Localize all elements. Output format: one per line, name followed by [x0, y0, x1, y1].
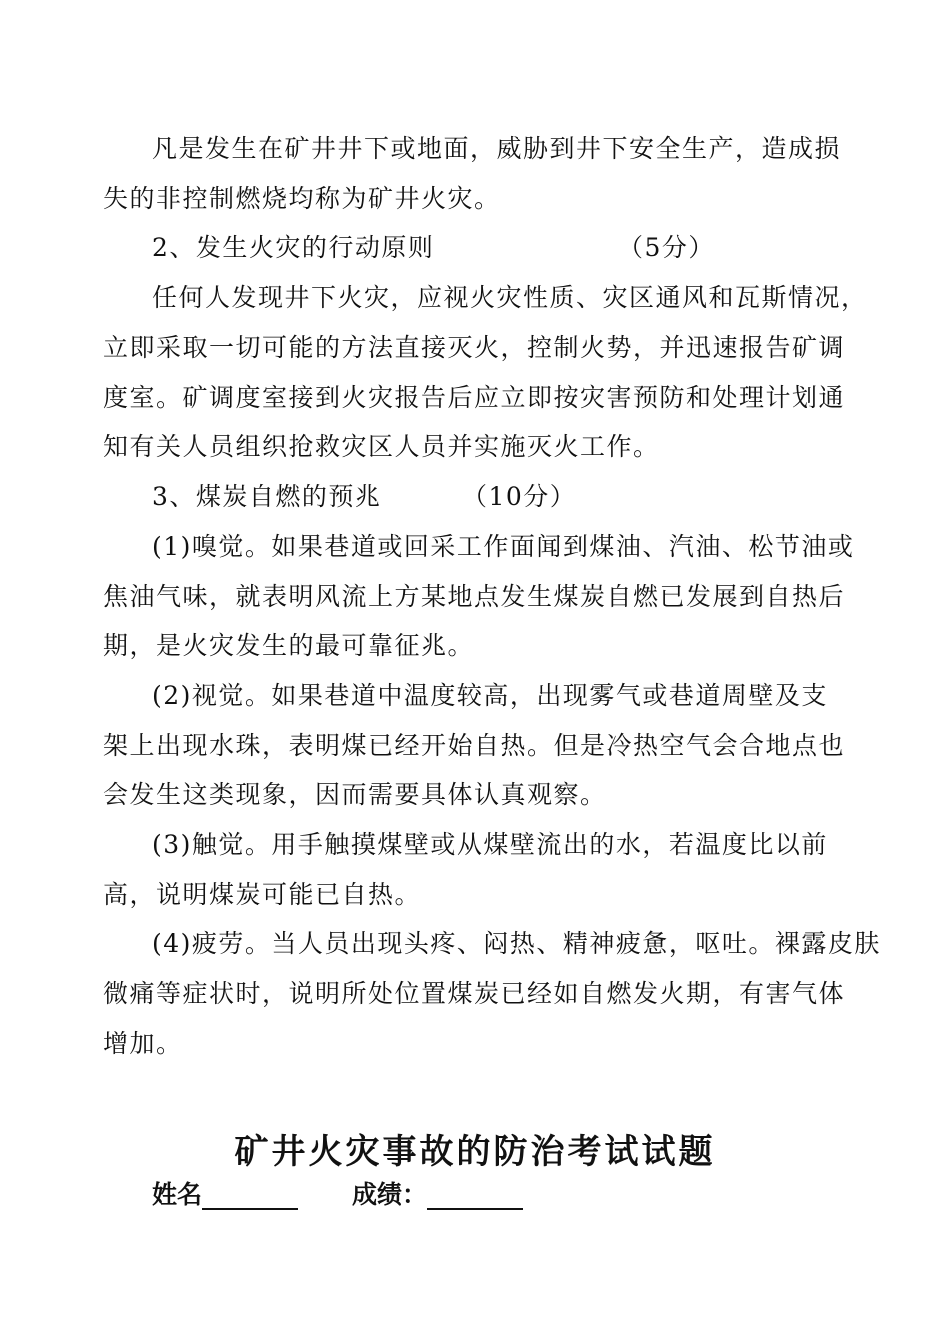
paragraph-line: 微痛等症状时，说明所处位置煤炭已经如自燃发火期，有害气体: [103, 979, 846, 1008]
exam-title: 矿井火灾事故的防治考试试题: [234, 1132, 716, 1172]
exam-info-row: [152, 1180, 523, 1210]
section-score-2: （5分）: [618, 233, 715, 262]
section-heading-2: 2、发生火灾的行动原则: [152, 233, 435, 262]
name-blank-field[interactable]: [202, 1182, 298, 1210]
paragraph-line: (3)触觉。用手触摸煤壁或从煤壁流出的水，若温度比以前: [152, 830, 828, 859]
paragraph-line: 立即采取一切可能的方法直接灭火，控制火势，并迅速报告矿调: [103, 333, 846, 362]
score-label: 成绩：: [352, 1180, 428, 1209]
paragraph-line: 会发生这类现象，因而需要具体认真观察。: [103, 780, 607, 809]
paragraph-line: (2)视觉。如果巷道中温度较高，出现雾气或巷道周壁及支: [152, 681, 828, 710]
paragraph-line: 知有关人员组织抢救灾区人员并实施灭火工作。: [103, 432, 660, 461]
score-blank-field[interactable]: [427, 1182, 523, 1210]
paragraph-line: 增加。: [103, 1029, 183, 1058]
section-score-3: （10分）: [462, 482, 577, 511]
paragraph-line: 架上出现水珠，表明煤已经开始自热。但是冷热空气会合地点也: [103, 731, 846, 760]
paragraph-line: 失的非控制燃烧均称为矿井火灾。: [103, 184, 501, 213]
paragraph-line: 焦油气味，就表明风流上方某地点发生煤炭自燃已发展到自热后: [103, 582, 846, 611]
paragraph-line: (1)嗅觉。如果巷道或回采工作面闻到煤油、汽油、松节油或: [152, 532, 855, 561]
paragraph-line: 任何人发现井下火灾，应视火灾性质、灾区通风和瓦斯情况，: [152, 283, 868, 312]
paragraph-line: (4)疲劳。当人员出现头疼、闷热、精神疲惫，呕吐。裸露皮肤: [152, 929, 881, 958]
paragraph-line: 期，是火灾发生的最可靠征兆。: [103, 631, 475, 660]
paragraph-line: 凡是发生在矿井井下或地面，威胁到井下安全生产，造成损: [152, 134, 842, 163]
section-heading-3: 3、煤炭自燃的预兆: [152, 482, 382, 511]
name-label: 姓名: [152, 1180, 203, 1209]
paragraph-line: 高，说明煤炭可能已自热。: [103, 880, 422, 909]
paragraph-line: 度室。矿调度室接到火灾报告后应立即按灾害预防和处理计划通: [103, 383, 846, 412]
